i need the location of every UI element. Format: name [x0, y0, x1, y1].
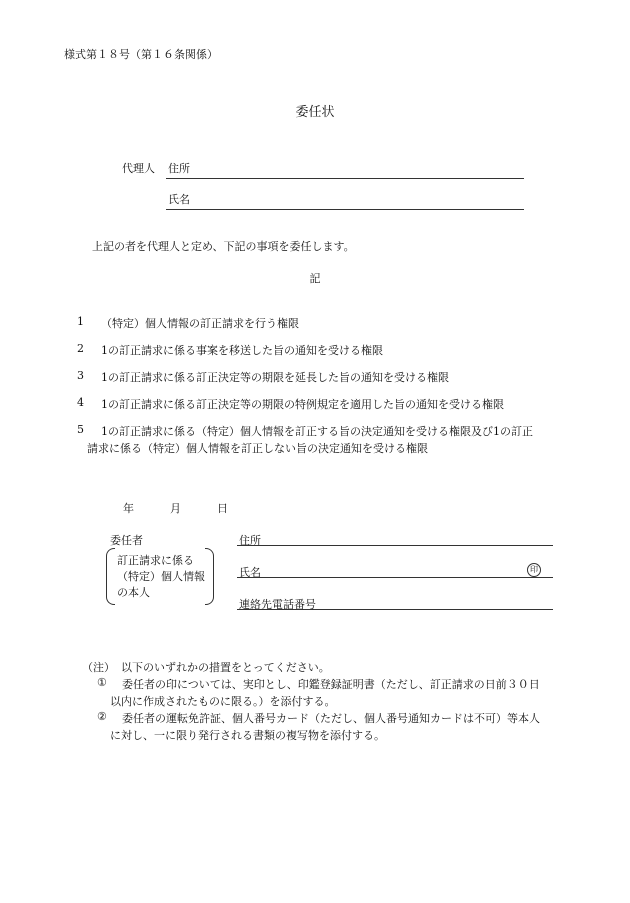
item-number: 1 — [77, 315, 84, 328]
note-sub1-line1: 委任者の印については、実印とし、印鑑登録証明書（ただし、訂正請求の日前３０日 — [122, 678, 540, 691]
agent-name-label: 氏名 — [168, 193, 190, 206]
date-month: 月 — [170, 502, 181, 515]
principal-address-line — [237, 545, 553, 546]
note-sub2-line1: 委任者の運転免許証、個人番号カード（ただし、個人番号通知カードは不可）等本人 — [122, 712, 540, 725]
note-intro: 以下のいずれかの措置をとってください。 — [121, 661, 330, 674]
note-sub1-mark: ① — [97, 676, 107, 689]
note-sub2-line2: に対し、一に限り発行される書類の複写物を添付する。 — [110, 729, 385, 742]
date-year: 年 — [123, 502, 134, 515]
item-text: 1の訂正請求に係る訂正決定等の期限を延長した旨の通知を受ける権限 — [101, 371, 449, 384]
agent-address-line — [166, 178, 524, 179]
principal-name-label: 氏名 — [239, 566, 261, 579]
item-number: 5 — [77, 423, 84, 436]
item-text: 1の訂正請求に係る訂正決定等の期限の特例規定を適用した旨の通知を受ける権限 — [101, 398, 504, 411]
form-number: 様式第１８号（第１６条関係） — [64, 48, 218, 61]
item-text-line1: 1の訂正請求に係る（特定）個人情報を訂正する旨の決定通知を受ける権限及び1の訂正 — [101, 425, 533, 438]
item-text-line2: 請求に係る（特定）個人情報を訂正しない旨の決定通知を受ける権限 — [87, 442, 428, 455]
agent-name-line — [166, 209, 524, 210]
principal-phone-line — [237, 609, 553, 610]
agent-address-label: 住所 — [168, 162, 190, 175]
item-number: 4 — [77, 396, 84, 409]
note-sub1-line2: 以内に作成されたものに限る。）を添付する。 — [110, 695, 336, 708]
principal-phone-label: 連絡先電話番号 — [239, 598, 316, 611]
agent-label: 代理人 — [122, 162, 155, 175]
ki-heading: 記 — [309, 272, 321, 285]
document-title: 委任状 — [295, 105, 335, 120]
principal-name-line — [237, 577, 553, 578]
principal-label: 委任者 — [110, 534, 143, 547]
intro-text: 上記の者を代理人と定め、下記の事項を委任します。 — [92, 240, 355, 253]
date-day: 日 — [217, 502, 228, 515]
item-number: 3 — [77, 369, 84, 382]
item-text: （特定）個人情報の訂正請求を行う権限 — [101, 317, 299, 330]
principal-bracket-text: 訂正請求に係る（特定）個人情報の本人 — [117, 554, 205, 599]
principal-address-label: 住所 — [239, 534, 261, 547]
note-heading: （注） — [82, 661, 115, 674]
item-number: 2 — [77, 342, 84, 355]
bracket-left — [106, 548, 115, 605]
item-text: 1の訂正請求に係る事案を移送した旨の通知を受ける権限 — [101, 344, 383, 357]
seal-mark: 印 — [527, 563, 541, 577]
note-sub2-mark: ② — [97, 710, 107, 723]
